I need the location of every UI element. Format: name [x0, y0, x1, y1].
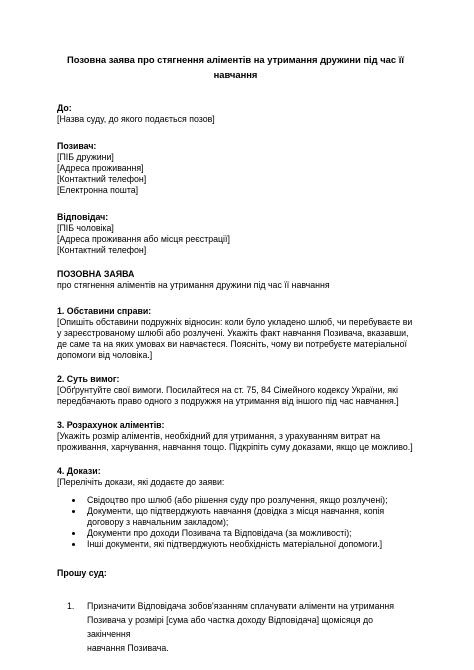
- request-block: [57, 568, 414, 655]
- list-item: [57, 495, 414, 506]
- list-item: [57, 599, 414, 655]
- addressee-block: [57, 103, 414, 125]
- plaintiff-label: Позивач:: [57, 141, 97, 151]
- list-item: [57, 528, 414, 539]
- section-label: 2. Суть вимог:: [57, 374, 120, 384]
- claim-heading-block: [57, 269, 414, 291]
- evidence-list: [57, 495, 414, 550]
- list-item: [57, 539, 414, 550]
- list-item-text: навчання Позивача.: [87, 643, 169, 653]
- section-text-line: де саме та на яких умовах ви навчаєтеся. Поясніть, чому ви потребуєте матеріальної: [57, 339, 408, 349]
- section-text-line: у зареєстрованому шлюбі або розлучені. Укажіть факт навчання Позивача, вказавши,: [57, 328, 409, 338]
- section-label: 1. Обставини справи:: [57, 306, 152, 316]
- plaintiff-name: [ПІБ дружини]: [57, 152, 114, 162]
- list-item-text: договору з навчальним закладом);: [87, 517, 229, 527]
- section-text-line: [Перелічіть докази, які додаєте до заяви:: [57, 477, 225, 487]
- list-item-text: Інші документи, які підтверджують необхідність матеріальної допомоги.]: [87, 539, 383, 549]
- defendant-block: [57, 212, 414, 256]
- section-circumstances: [57, 306, 414, 361]
- list-item-text: Документи, що підтверджують навчання (довідка з місця навчання, копія: [87, 506, 385, 516]
- plaintiff-phone: [Контактний телефон]: [57, 174, 147, 184]
- request-label: Прошу суд:: [57, 568, 107, 578]
- list-item-text: Позивача у розмірі [сума або частка доходу Відповідача] щомісяця до закінчення: [87, 615, 373, 639]
- list-item-text: Призначити Відповідача зобов'язанням сплачувати аліменти на утримання: [87, 601, 395, 611]
- section-label: 4. Докази:: [57, 466, 101, 476]
- section-label: 3. Розрахунок аліментів:: [57, 420, 165, 430]
- section-text-line: передбачають право одного з подружжя на утримання від іншого під час навчання.]: [57, 396, 399, 406]
- section-text-line: [Опишіть обставини подружніх відносин: коли було укладено шлюб, чи перебуваєте ви: [57, 317, 413, 327]
- plaintiff-address: [Адреса проживання]: [57, 163, 144, 173]
- request-list: [57, 599, 414, 655]
- defendant-name: [ПІБ чоловіка]: [57, 223, 114, 233]
- defendant-phone: [Контактний телефон]: [57, 245, 147, 255]
- section-evidence: [57, 466, 414, 550]
- addressee-value: [Назва суду, до якого подається позов]: [57, 114, 215, 124]
- plaintiff-email: [Електронна пошта]: [57, 185, 139, 195]
- bullet-icon: [72, 543, 75, 546]
- list-item-text: Документи про доходи Позивача та Відповідача (за можливості);: [87, 528, 352, 538]
- list-item-number: 1.: [67, 601, 75, 611]
- addressee-label: До:: [57, 103, 72, 113]
- section-text-line: [Укажіть розмір аліментів, необхідний для утримання, з урахуванням витрат на: [57, 431, 381, 441]
- bullet-icon: [72, 510, 75, 513]
- claim-subheading: про стягнення аліментів на утримання дружини під час її навчання: [57, 280, 330, 290]
- defendant-label: Відповідач:: [57, 212, 109, 222]
- plaintiff-block: [57, 141, 414, 196]
- bullet-icon: [72, 532, 75, 535]
- defendant-address: [Адреса проживання або місця реєстрації]: [57, 234, 230, 244]
- section-text-line: [Обґрунтуйте свої вимоги. Посилайтеся на ст. 75, 84 Сімейного кодексу України, які: [57, 385, 398, 395]
- document-title: Позовна заява про стягнення аліментів на утримання дружини під час її навчання: [67, 54, 404, 80]
- bullet-icon: [72, 499, 75, 502]
- section-calculation: [57, 420, 414, 453]
- section-text-line: допомоги від чоловіка.]: [57, 350, 153, 360]
- list-item: [57, 506, 414, 528]
- list-item-text: Свідоцтво про шлюб (або рішення суду про розлучення, якщо розлучені);: [87, 495, 388, 505]
- section-text-line: проживання, харчування, навчання тощо. Підкріпіть суму доказами, якщо це можливо.]: [57, 442, 413, 452]
- claim-heading: ПОЗОВНА ЗАЯВА: [57, 269, 135, 279]
- section-claims: [57, 374, 414, 407]
